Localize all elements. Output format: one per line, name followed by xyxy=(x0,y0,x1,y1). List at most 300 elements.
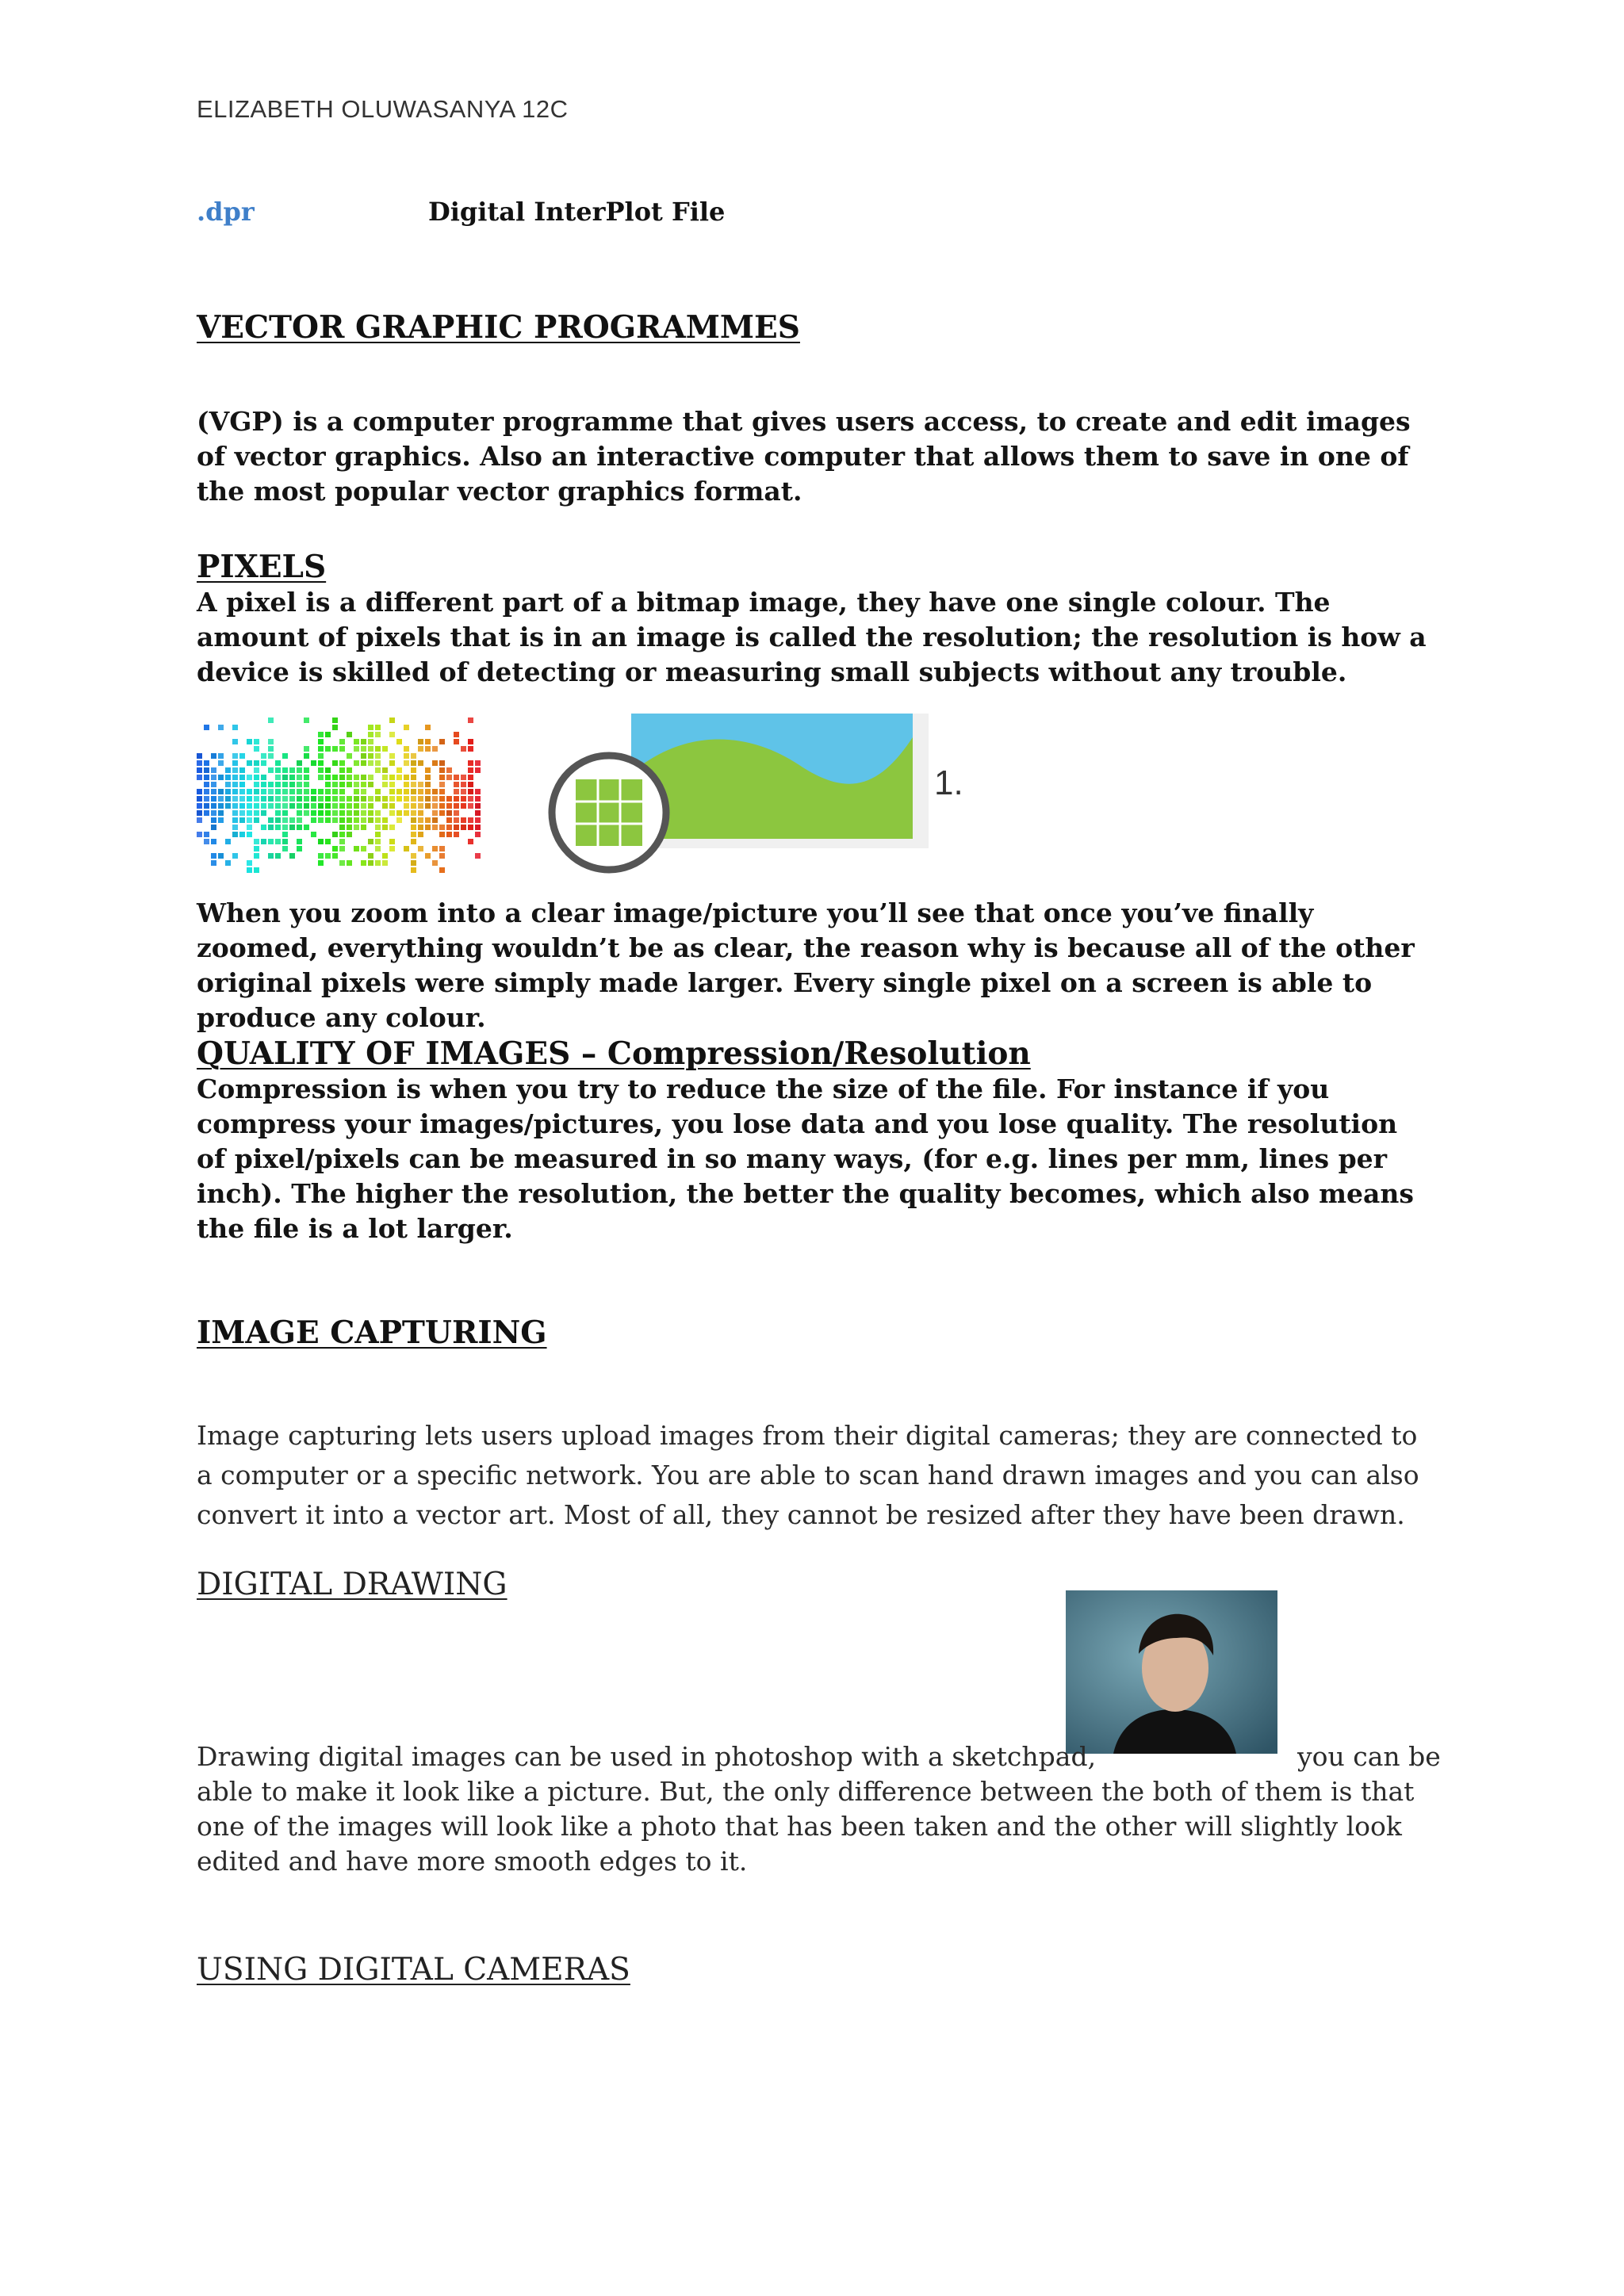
drawing-line-1: Drawing digital images can be used in photoshop with a sketchpad, xyxy=(197,1741,1097,1772)
pixel-cell xyxy=(454,817,459,823)
pixel-cell xyxy=(289,825,295,830)
pixel-cell xyxy=(204,832,209,837)
pixel-cell xyxy=(361,825,366,830)
pixel-cell xyxy=(325,853,331,859)
pixel-cell xyxy=(425,789,431,794)
file-extension: .dpr xyxy=(197,197,255,227)
pixel-cell xyxy=(325,810,331,816)
pixel-cell xyxy=(311,803,316,809)
pixel-cell xyxy=(197,753,202,759)
pixel-cell xyxy=(339,803,345,809)
pixel-cell xyxy=(339,810,345,816)
pixel-cell xyxy=(361,753,366,759)
pixel-cell xyxy=(304,782,309,787)
pixel-cell xyxy=(261,760,266,766)
pixel-cell xyxy=(325,839,331,844)
pixel-cell xyxy=(375,746,381,752)
pixel-cell xyxy=(368,725,373,730)
pixel-cell xyxy=(375,817,381,823)
pixel-cell xyxy=(304,767,309,773)
pixel-cell xyxy=(218,753,224,759)
pixel-cell xyxy=(318,775,324,780)
pixel-cell xyxy=(304,789,309,794)
pixel-cell xyxy=(325,767,331,773)
pixel-cell xyxy=(347,860,352,866)
pixel-cell xyxy=(261,825,266,830)
pixel-cell xyxy=(204,839,209,844)
pixel-cell xyxy=(411,825,416,830)
pixel-cell xyxy=(254,789,259,794)
pixel-cell xyxy=(282,810,288,816)
zoom-illustration xyxy=(552,714,929,870)
pixel-cell xyxy=(354,796,359,802)
pixel-cell xyxy=(461,782,466,787)
pixel-cell xyxy=(332,782,338,787)
pixel-cell xyxy=(404,760,409,766)
pixel-cell xyxy=(411,817,416,823)
pixel-cell xyxy=(211,796,216,802)
pixel-cell xyxy=(454,789,459,794)
pixel-cell xyxy=(432,746,438,752)
pixel-cell xyxy=(247,775,252,780)
pixel-cell xyxy=(396,775,402,780)
pixel-cell xyxy=(297,839,302,844)
pixel-cell xyxy=(211,767,216,773)
pixel-cell xyxy=(396,810,402,816)
pixel-cell xyxy=(439,825,445,830)
pixel-cell xyxy=(218,775,224,780)
pixel-cell xyxy=(446,810,452,816)
pixel-cell xyxy=(339,775,345,780)
pixel-cell xyxy=(347,817,352,823)
pixel-cell xyxy=(375,760,381,766)
pixel-cell xyxy=(475,832,481,837)
pixel-cell xyxy=(225,803,231,809)
pixel-cell xyxy=(461,796,466,802)
pixel-cell xyxy=(325,732,331,737)
pixel-cell xyxy=(325,746,331,752)
drawing-paragraph: able to make it look like a picture. But, the only difference between the both of them is that one of the images will look like a photo that has been taken and the other will slightly look edited and have more smooth edges to it. xyxy=(197,1776,1415,1877)
pixel-cell xyxy=(247,817,252,823)
pixel-cell xyxy=(339,789,345,794)
pixel-cell xyxy=(254,760,259,766)
pixel-cell xyxy=(446,832,452,837)
pixel-cell xyxy=(368,746,373,752)
pixel-cell xyxy=(254,817,259,823)
pixel-cell xyxy=(218,803,224,809)
pixel-cell xyxy=(325,789,331,794)
quality-paragraph: Compression is when you try to reduce the size of the file. For instance if you compress your images/pictures, you lose data and you lose quality. The resolution of pixel/pixels can be measured in so many ways, (for e.g. lines per mm, lines per inch). The higher the resolution, the better the quality becomes, which also means the file is a lot larger. xyxy=(197,1073,1414,1244)
pixel-cell xyxy=(218,760,224,766)
pixel-cell xyxy=(304,718,309,723)
pixel-cell xyxy=(475,789,481,794)
pixel-cell xyxy=(347,832,352,837)
pixel-cell xyxy=(275,825,281,830)
pixel-cell xyxy=(375,767,381,773)
pixel-cell xyxy=(382,782,388,787)
pixel-cell xyxy=(232,782,238,787)
pixel-cell xyxy=(282,789,288,794)
pixel-cell xyxy=(475,767,481,773)
pixel-cell xyxy=(439,796,445,802)
pixel-cell xyxy=(361,782,366,787)
pixel-cell xyxy=(361,789,366,794)
pixel-cell xyxy=(347,775,352,780)
pixel-cell xyxy=(454,803,459,809)
pixel-cell xyxy=(268,789,274,794)
pixel-cell xyxy=(418,825,423,830)
pixel-cell xyxy=(232,789,238,794)
pixel-cell xyxy=(247,860,252,866)
pixel-cell xyxy=(297,817,302,823)
pixel-cell xyxy=(411,796,416,802)
heading-quality-of-images: QUALITY OF IMAGES – Compression/Resolution xyxy=(197,1035,1031,1072)
pixel-cell xyxy=(389,825,395,830)
pixel-cell xyxy=(439,760,445,766)
pixel-cell xyxy=(282,846,288,851)
pixel-cell xyxy=(275,796,281,802)
pixel-cell xyxy=(204,760,209,766)
pixel-cell xyxy=(289,775,295,780)
heading-image-capturing: IMAGE CAPTURING xyxy=(197,1314,547,1351)
pixel-cell xyxy=(197,775,202,780)
pixel-cell xyxy=(468,817,473,823)
pixel-cell xyxy=(197,832,202,837)
pixel-cell xyxy=(339,825,345,830)
pixel-cell xyxy=(446,803,452,809)
pixel-cell xyxy=(339,767,345,773)
pixel-cell xyxy=(311,760,316,766)
pixel-cell xyxy=(418,782,423,787)
pixel-cell xyxy=(475,796,481,802)
pixel-cell xyxy=(432,796,438,802)
pixel-cell xyxy=(475,853,481,859)
pixel-cell xyxy=(425,767,431,773)
pixel-cell xyxy=(304,810,309,816)
pixel-cell xyxy=(332,832,338,837)
pixel-cell xyxy=(475,760,481,766)
pixel-cell xyxy=(325,803,331,809)
pixel-cell xyxy=(204,796,209,802)
pixel-cell xyxy=(239,796,245,802)
pixel-cell xyxy=(239,782,245,787)
pixel-cell xyxy=(218,810,224,816)
pixel-cell xyxy=(261,839,266,844)
pixel-cell xyxy=(254,767,259,773)
pixel-cell xyxy=(247,832,252,837)
pixel-cell xyxy=(432,817,438,823)
pixel-cell xyxy=(361,860,366,866)
pixel-cell xyxy=(339,860,345,866)
pixel-cell xyxy=(211,817,216,823)
pixel-cell xyxy=(211,860,216,866)
pixel-cell xyxy=(375,732,381,737)
pixel-cell xyxy=(439,789,445,794)
pixel-cell xyxy=(197,803,202,809)
pixel-cell xyxy=(404,803,409,809)
pixel-cell xyxy=(268,767,274,773)
pixel-cell xyxy=(254,746,259,752)
pixel-cell xyxy=(254,796,259,802)
pixel-cell xyxy=(204,782,209,787)
pixel-cell xyxy=(354,739,359,744)
pixel-cell xyxy=(332,803,338,809)
pixel-cell xyxy=(268,825,274,830)
pixel-cell xyxy=(368,732,373,737)
pixel-cell xyxy=(461,775,466,780)
pixel-cell xyxy=(404,746,409,752)
pixel-cell xyxy=(297,846,302,851)
pixel-cell xyxy=(468,782,473,787)
pixel-cell xyxy=(239,803,245,809)
pixel-cell xyxy=(354,789,359,794)
pixel-cell xyxy=(389,775,395,780)
pixel-cell xyxy=(461,789,466,794)
pixel-cell xyxy=(282,796,288,802)
pixel-cell xyxy=(332,718,338,723)
pixel-cell xyxy=(382,860,388,866)
pixel-cell xyxy=(404,810,409,816)
pixel-cell xyxy=(418,803,423,809)
pixel-cell xyxy=(289,767,295,773)
pixel-cell xyxy=(254,839,259,844)
pixel-cell xyxy=(275,782,281,787)
pixel-cell xyxy=(332,853,338,859)
pixel-cell xyxy=(318,753,324,759)
pixel-cell xyxy=(446,767,452,773)
pixel-cell xyxy=(239,775,245,780)
pixel-cell xyxy=(411,860,416,866)
pixel-cell xyxy=(232,853,238,859)
pixel-cell xyxy=(475,825,481,830)
pixel-cell xyxy=(339,796,345,802)
pixel-cell xyxy=(197,789,202,794)
pixel-cell xyxy=(268,782,274,787)
pixel-cell xyxy=(282,817,288,823)
pixel-cell xyxy=(354,846,359,851)
pixel-cell xyxy=(432,760,438,766)
pixel-cell xyxy=(468,746,473,752)
pixel-cell xyxy=(475,810,481,816)
pixel-cell xyxy=(311,810,316,816)
pixel-cell xyxy=(232,775,238,780)
heading-vector-graphic-programmes: VECTOR GRAPHIC PROGRAMMES xyxy=(197,309,800,346)
pixel-cell xyxy=(368,739,373,744)
pixel-cell xyxy=(232,817,238,823)
pixel-cell xyxy=(239,817,245,823)
capturing-paragraph: Image capturing lets users upload images from their digital cameras; they are connected to a computer or a specific network. You are able to scan hand drawn images and you can also convert it into a vector art. Most of all, they cannot be resized after they have been drawn. xyxy=(197,1420,1419,1530)
pixel-cell xyxy=(282,767,288,773)
pixel-cell xyxy=(254,803,259,809)
pixel-cell xyxy=(432,846,438,851)
pixel-cell xyxy=(297,796,302,802)
pixel-cell xyxy=(247,739,252,744)
pixel-cell xyxy=(325,817,331,823)
pixel-cell xyxy=(446,796,452,802)
pixel-cell xyxy=(411,782,416,787)
pixel-cell xyxy=(225,796,231,802)
pixel-cell xyxy=(432,810,438,816)
pixel-cell xyxy=(425,746,431,752)
pixel-cell xyxy=(375,832,381,837)
pixel-cell xyxy=(232,825,238,830)
pixel-cell xyxy=(332,789,338,794)
pixel-cell xyxy=(247,803,252,809)
pixel-spectrum-graphic xyxy=(197,718,481,873)
pixel-cell xyxy=(404,753,409,759)
pixel-cell xyxy=(425,739,431,744)
pixel-cell xyxy=(268,739,274,744)
pixel-cell xyxy=(275,803,281,809)
pixel-cell xyxy=(254,867,259,873)
pixel-cell xyxy=(304,825,309,830)
pixel-cell xyxy=(311,817,316,823)
pixel-cell xyxy=(454,739,459,744)
pixel-cell xyxy=(468,825,473,830)
pixel-cell xyxy=(318,796,324,802)
pixel-cell xyxy=(204,803,209,809)
pixel-cell xyxy=(411,760,416,766)
pixel-cell xyxy=(218,725,224,730)
pixel-cell xyxy=(211,789,216,794)
pixel-cell xyxy=(282,825,288,830)
pixel-cell xyxy=(282,839,288,844)
pixel-cell xyxy=(475,817,481,823)
pixel-cell xyxy=(454,796,459,802)
pixel-cell xyxy=(261,753,266,759)
pixel-cell xyxy=(268,746,274,752)
pixel-cell xyxy=(289,853,295,859)
pixel-cell xyxy=(325,775,331,780)
pixel-cell xyxy=(454,810,459,816)
pixel-cell xyxy=(468,760,473,766)
pixel-cell xyxy=(204,767,209,773)
pixel-cell xyxy=(318,732,324,737)
pixel-cell xyxy=(339,760,345,766)
pixel-cell xyxy=(275,810,281,816)
pixel-cell xyxy=(439,867,445,873)
pixel-cell xyxy=(332,846,338,851)
pixel-cell xyxy=(275,853,281,859)
pixels-paragraph: A pixel is a different part of a bitmap image, they have one single colour. The amount of pixels that is in an image is called the resolution; the resolution is how a device is skilled of detecting or measuring small subjects without any trouble. xyxy=(197,587,1427,687)
pixel-cell xyxy=(432,803,438,809)
pixel-cell xyxy=(289,782,295,787)
pixel-cell xyxy=(247,867,252,873)
pixel-cell xyxy=(289,796,295,802)
pixel-cell xyxy=(297,789,302,794)
pixel-cell xyxy=(404,789,409,794)
pixel-cell xyxy=(204,810,209,816)
pixel-cell xyxy=(461,746,466,752)
pixel-cell xyxy=(432,860,438,866)
pixel-cell xyxy=(318,860,324,866)
pixel-cell xyxy=(318,810,324,816)
pixel-cell xyxy=(361,746,366,752)
pixel-cell xyxy=(418,846,423,851)
pixel-cell xyxy=(361,810,366,816)
pixel-cell xyxy=(439,767,445,773)
pixel-cell xyxy=(439,853,445,859)
pixel-cell xyxy=(404,846,409,851)
pixel-cell xyxy=(254,810,259,816)
pixel-cell xyxy=(197,796,202,802)
pixel-cell xyxy=(289,789,295,794)
pixel-cell xyxy=(268,839,274,844)
pixel-cell xyxy=(318,767,324,773)
pixel-cell xyxy=(211,839,216,844)
pixel-cell xyxy=(425,817,431,823)
pixel-cell xyxy=(418,760,423,766)
pixel-cell xyxy=(389,803,395,809)
pixel-cell xyxy=(439,803,445,809)
pixel-cell xyxy=(354,760,359,766)
pixel-cell xyxy=(211,775,216,780)
pixel-cell xyxy=(411,753,416,759)
pixel-cell xyxy=(382,746,388,752)
pixel-cell xyxy=(261,803,266,809)
pixel-cell xyxy=(297,782,302,787)
pixel-cell xyxy=(375,860,381,866)
pixel-cell xyxy=(368,839,373,844)
pixel-cell xyxy=(311,789,316,794)
author-header: ELIZABETH OLUWASANYA 12C xyxy=(197,95,569,123)
pixel-cell xyxy=(418,796,423,802)
pixel-cell xyxy=(204,789,209,794)
pixel-cell xyxy=(211,825,216,830)
pixel-cell xyxy=(232,753,238,759)
pixel-cell xyxy=(247,789,252,794)
pixel-cell xyxy=(439,782,445,787)
pixel-cell xyxy=(389,753,395,759)
pixel-cell xyxy=(282,832,288,837)
pixel-cell xyxy=(418,739,423,744)
pixel-cell xyxy=(375,725,381,730)
pixel-cell xyxy=(289,817,295,823)
pixel-cell xyxy=(332,760,338,766)
pixel-cell xyxy=(389,760,395,766)
pixel-cell xyxy=(239,767,245,773)
pixel-cell xyxy=(282,753,288,759)
pixel-cell xyxy=(332,775,338,780)
pixel-cell xyxy=(232,739,238,744)
portrait-photo xyxy=(1066,1590,1277,1754)
pixel-cell xyxy=(361,739,366,744)
pixel-cell xyxy=(418,810,423,816)
pixel-cell xyxy=(339,846,345,851)
pixel-cell xyxy=(275,817,281,823)
heading-digital-drawing: DIGITAL DRAWING xyxy=(197,1567,508,1602)
pixel-cell xyxy=(282,803,288,809)
pixel-cell xyxy=(225,789,231,794)
pixel-cell xyxy=(275,789,281,794)
pixel-cell xyxy=(304,775,309,780)
pixel-cell xyxy=(239,832,245,837)
pixel-cell xyxy=(261,782,266,787)
pixel-cell xyxy=(304,753,309,759)
pixel-cell xyxy=(404,782,409,787)
pixel-cell xyxy=(347,753,352,759)
pixel-cell xyxy=(475,803,481,809)
pixel-cell xyxy=(197,817,202,823)
pixel-cell xyxy=(382,803,388,809)
pixel-cell xyxy=(396,739,402,744)
pixel-cell xyxy=(368,796,373,802)
pixel-cell xyxy=(361,846,366,851)
pixel-cell xyxy=(368,860,373,866)
pixel-cell xyxy=(225,839,231,844)
pixel-cell xyxy=(311,796,316,802)
heading-using-digital-cameras: USING DIGITAL CAMERAS xyxy=(197,1952,630,1988)
